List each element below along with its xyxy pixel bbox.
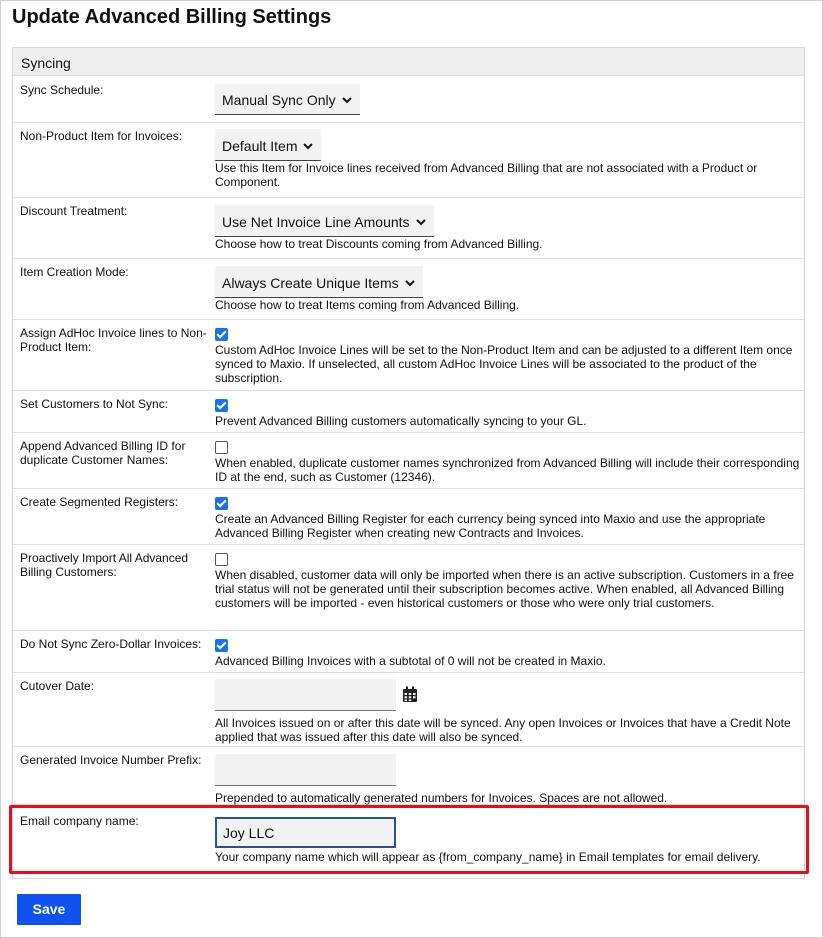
append-id-label: Append Advanced Billing ID for duplicate Customer Names:: [20, 439, 186, 467]
segmented-registers-label: Create Segmented Registers:: [20, 495, 179, 509]
invoice-prefix-label: Generated Invoice Number Prefix:: [20, 753, 202, 767]
item-creation-mode-select[interactable]: [215, 266, 423, 298]
cutover-date-help: All Invoices issued on or after this date will be synced. Any open Invoices or Invoices that have a Credit Note applied that was issued after this date will also be synced.: [215, 716, 791, 744]
proactive-import-checkbox[interactable]: [215, 553, 228, 566]
row-cutover-date: [13, 673, 804, 747]
item-creation-mode-help: Choose how to treat Items coming from Advanced Billing.: [215, 298, 520, 312]
customers-not-sync-help: Prevent Advanced Billing customers automatically syncing to your GL.: [215, 414, 587, 428]
chevron-down-icon: [342, 91, 352, 107]
sync-schedule-label: Sync Schedule:: [20, 83, 104, 97]
row-proactive-import: [13, 545, 804, 631]
cutover-date-label: Cutover Date:: [20, 679, 95, 693]
email-company-label: Email company name:: [20, 814, 139, 828]
proactive-import-help: When disabled, customer data will only be imported when there is an active subscription. Customers in a free trial status will not be generated until their subscription becomes active. When enabled, all Advanced Billing customers will be imported - even historical customers or those who were only trial customers.: [215, 568, 794, 610]
discount-treatment-label: Discount Treatment:: [20, 204, 128, 218]
email-company-input[interactable]: Joy LLC: [215, 817, 396, 848]
customers-not-sync-checkbox[interactable]: [215, 399, 228, 412]
proactive-import-label: Proactively Import All Advanced Billing Customers:: [20, 551, 189, 579]
chevron-down-icon: [303, 137, 313, 153]
invoice-prefix-input[interactable]: [215, 754, 396, 786]
assign-adhoc-help: Custom AdHoc Invoice Lines will be set to the Non-Product Item and can be adjusted to a different Item once synced to Maxio. If unselected, all custom AdHoc Invoice Lines will be associated to the product of the subscription.: [215, 343, 793, 385]
page-title: Update Advanced Billing Settings: [12, 6, 332, 28]
zero-dollar-checkbox[interactable]: [215, 639, 228, 652]
item-creation-mode-value: Always Create Unique Items: [222, 275, 399, 291]
assign-adhoc-checkbox[interactable]: [215, 328, 228, 341]
highlight-box: [9, 805, 809, 874]
append-id-help: When enabled, duplicate customer names synchronized from Advanced Billing will include their corresponding ID at the end, such as Customer (12346).: [215, 456, 800, 484]
email-company-help: Your company name which will appear as {from_company_name} in Email templates for email delivery.: [215, 850, 761, 864]
assign-adhoc-label: Assign AdHoc Invoice lines to Non-Product Item:: [20, 326, 207, 354]
non-product-item-label: Non-Product Item for Invoices:: [20, 129, 183, 143]
row-segmented-registers: [13, 489, 804, 545]
row-zero-dollar: [13, 631, 804, 673]
sync-schedule-value: Manual Sync Only: [222, 92, 336, 108]
discount-treatment-value: Use Net Invoice Line Amounts: [222, 214, 410, 230]
segmented-registers-help: Create an Advanced Billing Register for each currency being synced into Maxio and use the appropriate Advanced Billing Register when creating new Contracts and Invoices.: [215, 512, 766, 540]
row-customers-not-sync: [13, 391, 804, 433]
row-assign-adhoc: [13, 320, 804, 391]
row-discount-treatment: [13, 198, 804, 259]
non-product-item-help: Use this Item for Invoice lines received from Advanced Billing that are not associated with a Product or Component.: [215, 161, 758, 189]
sync-schedule-select[interactable]: [215, 83, 360, 115]
non-product-item-select[interactable]: [215, 129, 321, 161]
row-non-product-item: [13, 123, 804, 198]
save-button[interactable]: Save: [17, 894, 81, 925]
row-sync-schedule: [13, 77, 804, 123]
non-product-item-value: Default Item: [222, 138, 298, 154]
discount-treatment-help: Choose how to treat Discounts coming from Advanced Billing.: [215, 237, 543, 251]
row-append-id: [13, 433, 804, 489]
row-item-creation-mode: [13, 259, 804, 320]
chevron-down-icon: [405, 274, 415, 290]
discount-treatment-select[interactable]: [215, 205, 434, 237]
zero-dollar-help: Advanced Billing Invoices with a subtotal of 0 will not be created in Maxio.: [215, 654, 606, 668]
settings-panel: [12, 47, 805, 879]
chevron-down-icon: [416, 213, 426, 229]
customers-not-sync-label: Set Customers to Not Sync:: [20, 397, 169, 411]
section-header: Syncing: [13, 48, 804, 76]
calendar-icon[interactable]: [402, 686, 418, 703]
cutover-date-input[interactable]: [215, 679, 396, 711]
row-invoice-prefix: [13, 747, 804, 805]
segmented-registers-checkbox[interactable]: [215, 497, 228, 510]
invoice-prefix-help: Prepended to automatically generated numbers for Invoices. Spaces are not allowed.: [215, 791, 668, 805]
item-creation-mode-label: Item Creation Mode:: [20, 265, 129, 279]
append-id-checkbox[interactable]: [215, 441, 228, 454]
zero-dollar-label: Do Not Sync Zero-Dollar Invoices:: [20, 637, 202, 651]
